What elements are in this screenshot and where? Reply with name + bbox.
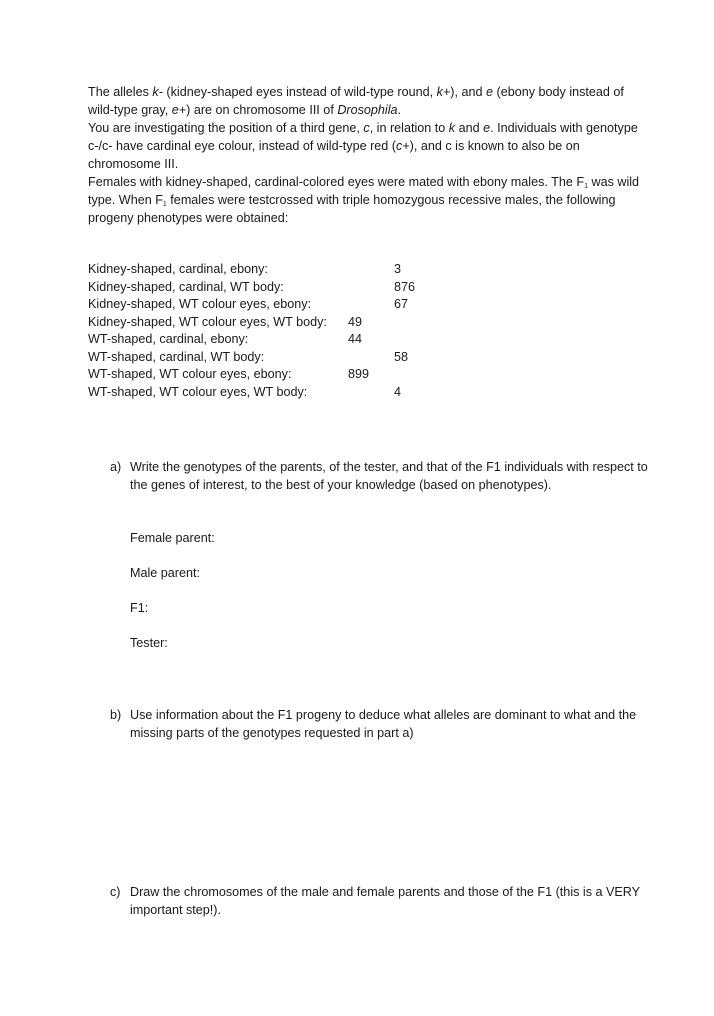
question-a-letter: a)	[110, 460, 122, 474]
question-c-letter: c)	[110, 885, 121, 899]
phenotype-label: WT-shaped, cardinal, ebony:	[88, 332, 249, 346]
progeny-count: 876	[394, 279, 416, 294]
subscript: 1	[162, 201, 167, 208]
text-run: (ebony body instead of wild-type gray,	[88, 85, 624, 117]
phenotype-label: WT-shaped, WT colour eyes, ebony:	[88, 367, 292, 381]
text-run: and	[455, 121, 484, 135]
progeny-row	[88, 384, 428, 402]
text-run: , in relation to	[369, 121, 449, 135]
text-run: Females with kidney-shaped, cardinal-colored eyes were mated with ebony males. The F	[88, 175, 585, 189]
species-name: Drosophila	[337, 103, 398, 117]
intro-paragraph-2	[88, 119, 648, 173]
allele-e: e	[485, 85, 493, 99]
intro-text	[88, 83, 648, 227]
intro-paragraph-3	[88, 173, 648, 227]
allele-k-plus: k+	[436, 85, 451, 99]
question-a-text: Write the genotypes of the parents, of the tester, and that of the F1 individuals with respect to the genes of interest, to the best of your knowledge (based on phenotypes).	[130, 460, 648, 492]
progeny-row	[88, 366, 428, 384]
text-run: You are investigating the position of a third gene,	[88, 121, 364, 135]
progeny-count: 44	[348, 332, 363, 346]
progeny-count: 67	[394, 297, 409, 311]
progeny-count: 49	[348, 314, 363, 329]
progeny-count: 899	[348, 367, 370, 381]
text-run: ), and c is known to also be on chromosome III.	[88, 139, 580, 171]
progeny-count: 3	[394, 262, 402, 276]
question-a	[110, 458, 650, 494]
text-run: . Individuals with genotype c-/c- have cardinal eye colour, instead of wild-type red (	[88, 121, 638, 153]
female-parent-label: Female parent:	[130, 531, 215, 545]
progeny-row	[88, 331, 428, 349]
tester-label: Tester:	[130, 636, 168, 650]
subscript: 1	[584, 183, 588, 190]
phenotype-label: Kidney-shaped, WT colour eyes, WT body:	[88, 314, 327, 329]
question-c	[110, 883, 650, 919]
f1-label: F1:	[130, 601, 149, 615]
progeny-row	[88, 261, 428, 279]
text-run: females were testcrossed with triple homozygous recessive males, the following progeny phenotypes were obtained:	[88, 193, 616, 225]
male-parent-label: Male parent:	[130, 566, 201, 580]
phenotype-label: Kidney-shaped, WT colour eyes, ebony:	[88, 297, 312, 311]
gene-c: c	[363, 121, 370, 135]
text-run: (kidney-shaped eyes instead of wild-type round,	[162, 85, 437, 99]
phenotype-label: WT-shaped, WT colour eyes, WT body:	[88, 384, 308, 399]
phenotype-label: Kidney-shaped, cardinal, WT body:	[88, 279, 284, 294]
allele-c-plus: c+	[396, 139, 410, 153]
progeny-row	[88, 314, 428, 332]
question-b-text: Use information about the F1 progeny to deduce what alleles are dominant to what and the missing parts of the genotypes requested in part a)	[130, 708, 637, 740]
progeny-row	[88, 296, 428, 314]
question-b-letter: b)	[110, 708, 122, 722]
text-run: was wild type. When F	[88, 175, 640, 207]
allele-k-minus: k-	[152, 85, 163, 99]
text-run: ), and	[450, 85, 486, 99]
progeny-count: 58	[394, 349, 409, 364]
text-run: .	[397, 103, 402, 117]
intro-paragraph-1	[88, 83, 648, 119]
text-run: The alleles	[88, 85, 153, 99]
progeny-count: 4	[394, 384, 402, 399]
progeny-table	[88, 261, 428, 401]
gene-e: e	[483, 121, 491, 135]
question-c-text: Draw the chromosomes of the male and female parents and those of the F1 (this is a VERY important step!).	[130, 885, 640, 917]
gene-k: k	[448, 121, 456, 135]
phenotype-label: Kidney-shaped, cardinal, ebony:	[88, 262, 268, 276]
phenotype-label: WT-shaped, cardinal, WT body:	[88, 349, 265, 364]
progeny-row	[88, 349, 428, 367]
progeny-row	[88, 279, 428, 297]
question-b	[110, 706, 650, 742]
allele-e-plus: e+	[171, 103, 187, 117]
text-run: ) are on chromosome III of	[186, 103, 338, 117]
